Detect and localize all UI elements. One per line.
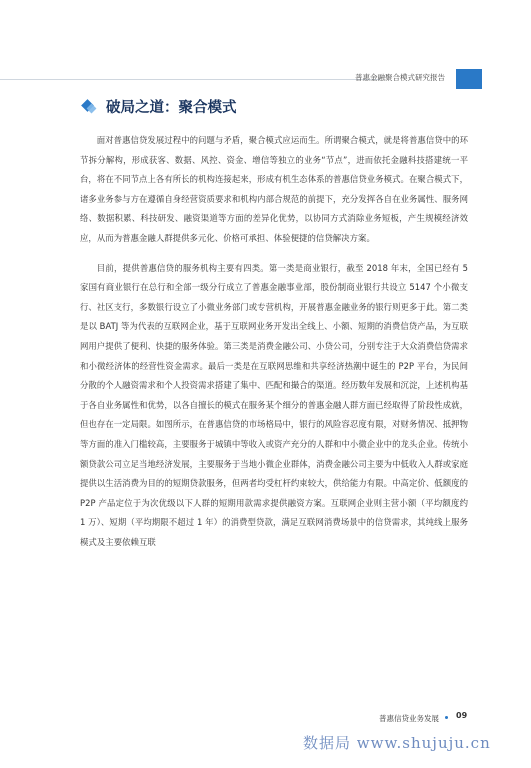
header-accent-block [456,69,482,89]
paragraph-1: 面对普惠信贷发展过程中的问题与矛盾，聚合模式应运而生。所谓聚合模式，就是将普惠信贷中的环节拆分解构，形成获客、数据、风控、资金、增信等独立的业务“节点”，进而依托金融科技搭建统一平台，将在不同节点上各有所长的机构连接起来，形成有机生态体系的普惠信贷业务模式。在聚合模式下，诸多业务参与方在遵循自身经营资质要求和机构内部合规范的前提下，充分发挥各自在业务属性、服务网络、数据积累、科技研发、融资渠道等方面的差异化优势，以协同方式消除业务短板，产生规模经济效应，从而为普惠金融人群提供多元化、价格可承担、体验便捷的信贷解决方案。 [80,135,468,243]
brand-watermark: 数据局 www.shujuju.cn [303,734,491,752]
body-content [80,131,468,562]
page-header [0,30,531,82]
paragraph-2: 目前，提供普惠信贷的服务机构主要有四类。第一类是商业银行，截至 2018 年末，全国已经有 5 家国有商业银行在总行和全部一级分行成立了普惠金融事业部，股份制商业银行共设立 5147 个小微支行、社区支行，多数银行设立了小微业务部门或专营机构，开展普惠金融业务的银行则更多于此。第二类是以 BATJ 等为代表的互联网企业，基于互联网业务开发出全线上、小额、短期的消费信贷产品，为互联网用户提供了便利、快捷的服务体验。第三类是消费金融公司、小贷公司，分别专注于大众消费信贷需求和小微经济体的经营性资金需求。最后一类是在互联网思维和共享经济热潮中诞生的 P2P 平台，为民间分散的个人融资需求和个人投资需求搭建了集中、匹配和撮合的渠道。经历数年发展和沉淀，上述机构基于各自业务属性和优势，以各自擅长的模式在服务某个细分的普惠金融人群方面已经取得了阶段性成就，但也存在一定局限。如图所示，在普惠信贷的市场格局中，银行的风险容忍度有限，对财务情况、抵押物等方面的准入门槛较高，主要服务于城镇中等收入或资产充分的人群和中小微企业中的龙头企业。传统小额贷款公司立足当地经济发展，主要服务于当地小微企业群体，消费金融公司主要为中低收入人群或家庭提供以生活消费为目的的短期贷款服务，但两者均受杠杆约束较大，供给能力有限。中高定价、低额度的 P2P 产品定位于为次优级以下人群的短期用款需求提供融资方案。互联网企业则主营小额（平均额度约 1 万）、短期（平均期限不超过 1 年）的消费型贷款，满足互联网消费场景中的信贷需求，其纯线上服务模式及主要依赖互联 [80,262,468,547]
section-title: 破局之道：聚合模式 [106,100,237,116]
section-heading [80,96,237,117]
page-number: 09 [456,711,468,720]
report-title: 普惠金融聚合模式研究报告 [355,73,445,82]
footer-dot [445,716,448,719]
footer-series-name: 普惠信贷业务发展 [379,714,439,723]
diamond-bullet-icon [80,98,100,116]
header-divider [0,79,380,80]
